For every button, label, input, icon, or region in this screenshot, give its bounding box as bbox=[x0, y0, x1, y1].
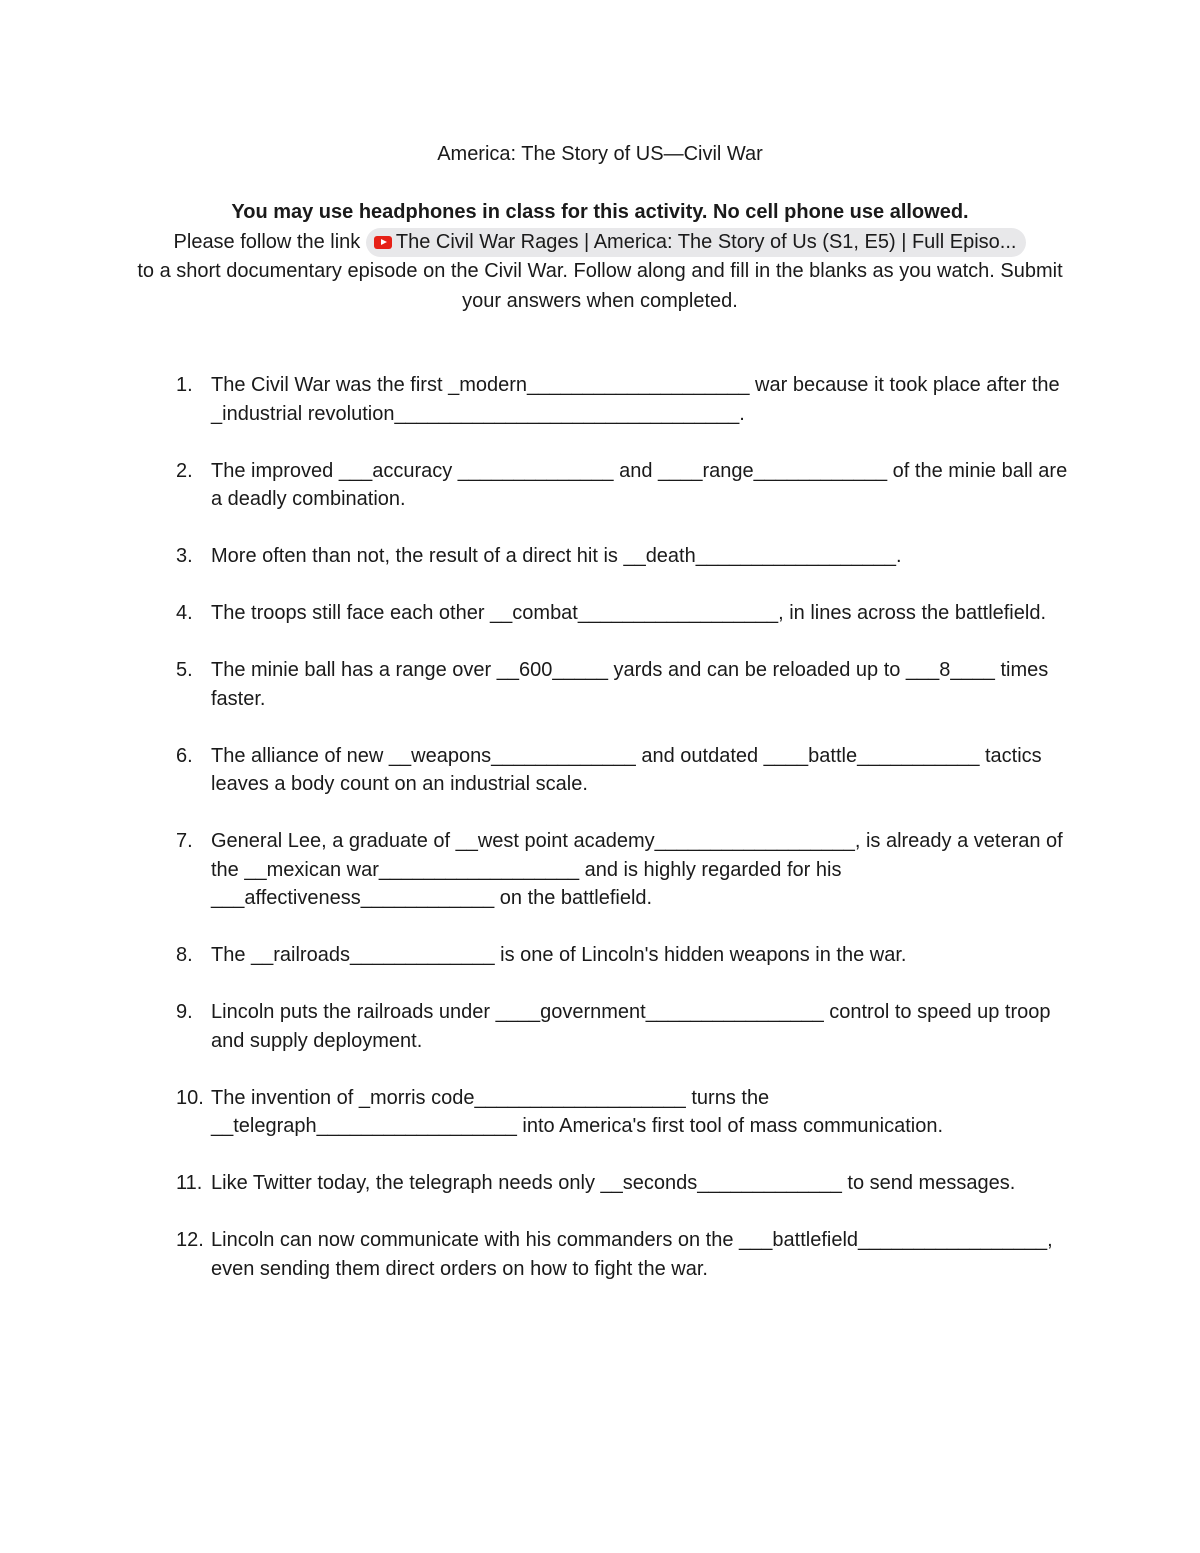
question-item bbox=[0, 941, 1071, 970]
question-text: The troops still face each other __combat__________________, in lines across the battlefield. bbox=[211, 602, 1046, 624]
question-item bbox=[0, 457, 1071, 514]
question-number: 4. bbox=[176, 602, 193, 624]
question-item bbox=[0, 1169, 1071, 1198]
question-item bbox=[0, 656, 1071, 713]
question-text: The invention of _morris code___________________ turns the __telegraph__________________ into America's first tool of mass communication. bbox=[211, 1086, 944, 1137]
question-text: Like Twitter today, the telegraph needs only __seconds_____________ to send messages. bbox=[211, 1172, 1016, 1194]
question-number: 12. bbox=[176, 1229, 204, 1251]
question-text: The Civil War was the first _modern____________________ war because it took place after the _industrial revolution_______________________________. bbox=[211, 374, 1060, 425]
page-title: America: The Story of US—Civil War bbox=[437, 143, 763, 165]
question-number: 1. bbox=[176, 374, 193, 396]
question-number: 9. bbox=[176, 1001, 193, 1023]
question-item bbox=[0, 1226, 1071, 1283]
question-item bbox=[0, 1084, 1071, 1141]
video-link-text[interactable]: The Civil War Rages | America: The Story of Us (S1, E5) | Full Episo... bbox=[395, 230, 1017, 253]
question-item bbox=[0, 742, 1071, 799]
question-text: The improved ___accuracy ______________ and ____range____________ of the minie ball are a deadly combination. bbox=[211, 459, 1068, 510]
question-text: Lincoln puts the railroads under ____government________________ control to speed up troop and supply deployment. bbox=[211, 1001, 1051, 1052]
instructions-block bbox=[120, 198, 1080, 316]
youtube-icon bbox=[374, 236, 392, 249]
question-number: 3. bbox=[176, 545, 193, 567]
question-number: 11. bbox=[176, 1172, 203, 1194]
question-text: General Lee, a graduate of __west point academy__________________, is already a veteran of the __mexican war__________________ and is highly regarded for his ___affectiveness____________ on the battlefield. bbox=[211, 830, 1063, 909]
instructions-bold: You may use headphones in class for this activity. No cell phone use allowed. bbox=[231, 201, 969, 223]
question-text: Lincoln can now communicate with his commanders on the ___battlefield_________________, even sending them direct orders on how to fight the war. bbox=[211, 1229, 1053, 1280]
question-text: More often than not, the result of a direct hit is __death__________________. bbox=[211, 545, 902, 567]
link-prefix: Please follow the link bbox=[173, 230, 366, 253]
question-number: 8. bbox=[176, 944, 193, 966]
question-item bbox=[0, 998, 1071, 1055]
question-text: The __railroads_____________ is one of Lincoln's hidden weapons in the war. bbox=[211, 944, 907, 966]
question-number: 6. bbox=[176, 744, 193, 767]
question-number: 7. bbox=[176, 830, 193, 852]
question-number: 10. bbox=[176, 1086, 204, 1109]
link-suffix: to a short documentary episode on the Civil War. Follow along and fill in the blanks as you watch. Submit your answers when completed. bbox=[137, 260, 1063, 312]
question-list bbox=[0, 371, 1200, 1312]
question-item bbox=[0, 542, 1071, 571]
video-link-chip[interactable] bbox=[366, 228, 1027, 257]
link-line bbox=[120, 228, 1080, 258]
question-item bbox=[0, 827, 1071, 913]
question-number: 2. bbox=[176, 459, 193, 482]
question-item bbox=[0, 371, 1071, 428]
question-text: The alliance of new __weapons_____________ and outdated ____battle___________ tactics leaves a body count on an industrial scale. bbox=[211, 744, 1042, 795]
question-number: 5. bbox=[176, 659, 193, 681]
question-text: The minie ball has a range over __600_____ yards and can be reloaded up to ___8____ times faster. bbox=[211, 659, 1049, 710]
question-item bbox=[0, 599, 1071, 628]
